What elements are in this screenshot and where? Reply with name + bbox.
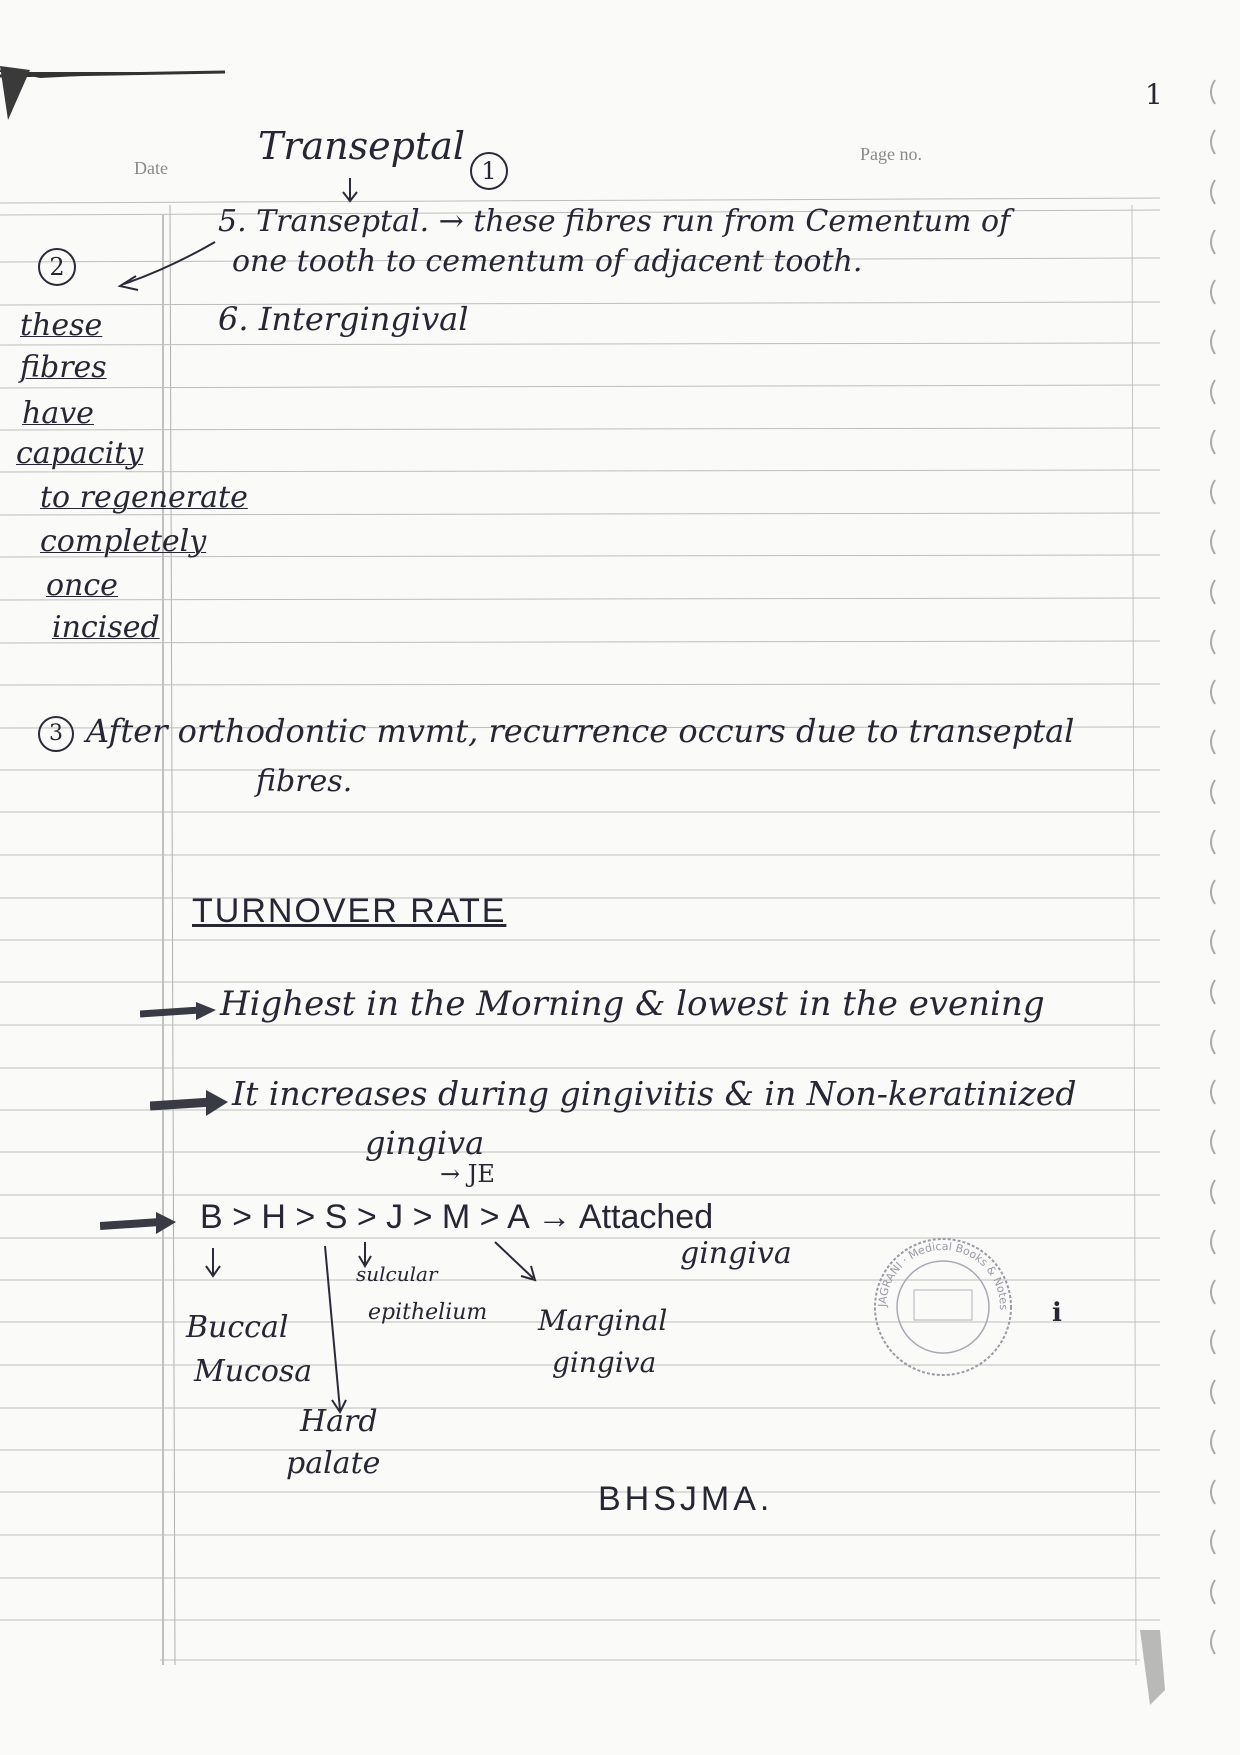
label-sulcular: sulcular [356, 1262, 438, 1286]
attached-gingiva-label: gingiva [680, 1236, 792, 1271]
date-label: Date [134, 158, 168, 178]
turnover-point-2: It increases during gingivitis & in Non-keratinized [232, 1074, 1077, 1113]
page-title: Transeptal [258, 124, 466, 168]
svg-text:JAGRANI · Medical Books & Note [876, 1240, 1010, 1310]
line-transeptal-cont: one tooth to cementum of adjacent tooth. [232, 244, 863, 279]
margin-word-completely: completely [40, 524, 207, 559]
stray-mark: ℹ [1052, 1298, 1062, 1328]
title-circled-number: 1 [470, 152, 508, 190]
label-hard: Hard [300, 1404, 378, 1439]
turnover-point-1: Highest in the Morning & lowest in the evening [220, 984, 1045, 1024]
note3-circled-number: 3 [38, 716, 74, 752]
je-note: → JE [440, 1160, 495, 1188]
page-number-label: Page no. [860, 144, 922, 164]
label-marginal: Marginal [538, 1304, 668, 1337]
label-palate: palate [286, 1446, 381, 1481]
page-number-mark: 1 [1145, 78, 1163, 111]
arrow-to-margin-icon [110, 238, 220, 298]
margin-word-have: have [22, 396, 94, 431]
margin-word-once: once [46, 568, 118, 603]
margin-word-capacity: capacity [16, 436, 144, 471]
margin-word-regenerate: to regenerate [40, 480, 248, 515]
order-line: B > H > S > J > M > A → Attached [200, 1198, 714, 1236]
stamp-text: JAGRANI · Medical Books & Notes [875, 1239, 1011, 1311]
line-intergingival: 6. Intergingival [218, 300, 469, 338]
label-buccal: Buccal [186, 1310, 289, 1345]
bullet-arrow-icon [140, 1000, 220, 1024]
margin-word-incised: incised [52, 610, 160, 645]
margin-word-these: these [20, 308, 103, 343]
bullet-arrow-icon [100, 1210, 180, 1236]
label-marginal-gingiva: gingiva [552, 1346, 657, 1379]
note3-line2: fibres. [256, 764, 353, 799]
margin-word-fibres: fibres [20, 350, 107, 385]
line-transeptal: 5. Transeptal. → these fibres run from Cementum of [218, 204, 1011, 239]
label-epithelium: epithelium [368, 1300, 488, 1325]
turnover-point-2-cont: gingiva [365, 1124, 485, 1162]
mnemonic: BHSJMA. [598, 1480, 774, 1518]
turnover-heading: TURNOVER RATE [192, 892, 507, 930]
margin-circled-number: 2 [38, 248, 76, 286]
library-stamp-seal [868, 1232, 1018, 1382]
note3-line1: After orthodontic mvmt, recurrence occurs due to transeptal [86, 712, 1075, 750]
label-mucosa: Mucosa [194, 1354, 313, 1389]
bullet-arrow-icon [150, 1090, 230, 1118]
down-arrow-icon [340, 178, 360, 204]
